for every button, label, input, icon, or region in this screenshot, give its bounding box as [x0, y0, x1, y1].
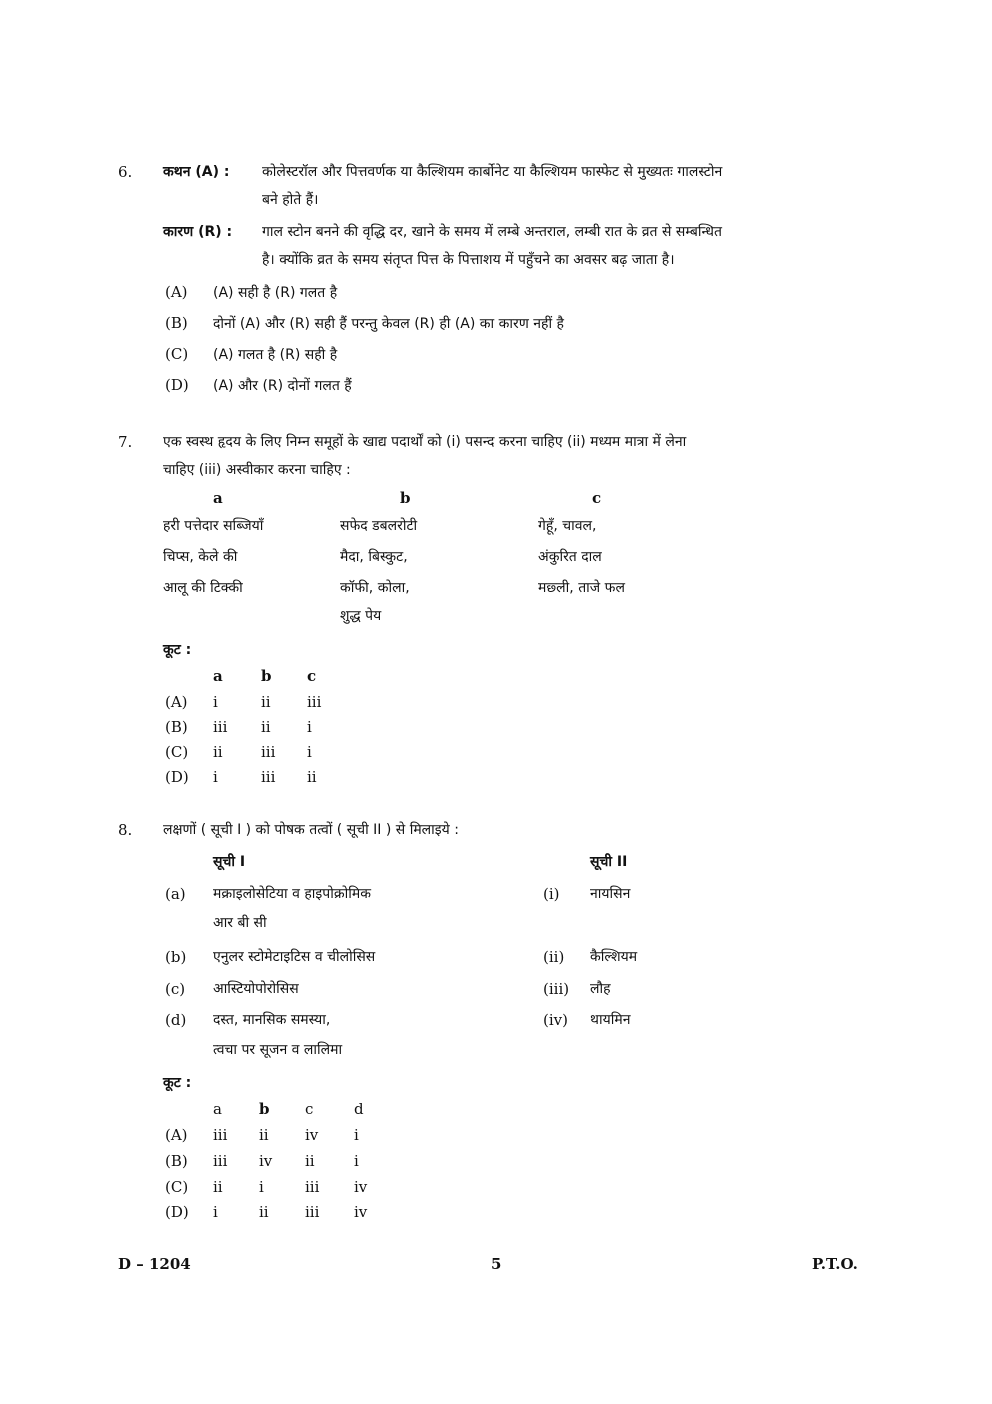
code-head: b: [261, 667, 272, 685]
column-a-item: हरी पत्तेदार सब्जियाँ: [163, 518, 264, 534]
code-label: कूट :: [163, 1075, 192, 1091]
column-a-item: आलू की टिक्की: [163, 580, 243, 596]
code-value: iv: [259, 1152, 273, 1170]
list-1-letter: (d): [165, 1011, 187, 1029]
assertion-text: कोलेस्टरॉल और पित्तवर्णक या कैल्शियम कार्बोनेट या कैल्शियम फास्फेट से मुख्यतः गालस्टोन: [262, 164, 723, 180]
option-text: (A) गलत है (R) सही है: [213, 347, 338, 363]
option-letter: (A): [165, 283, 188, 301]
code-value: ii: [213, 743, 223, 761]
list-1-item: एनुलर स्टोमेटाइटिस व चीलोसिस: [213, 949, 376, 965]
code-head: c: [307, 667, 317, 685]
column-head: a: [213, 489, 223, 507]
assertion-label: कथन (A) :: [163, 164, 230, 180]
list-1-item: आस्टियोपोरोसिस: [213, 981, 299, 997]
list-2-item: थायमिन: [590, 1012, 631, 1028]
question-number: 7.: [118, 433, 133, 451]
list-2-item: नायसिन: [590, 886, 631, 902]
code-value: iii: [307, 693, 322, 711]
code-label: कूट :: [163, 642, 192, 658]
list-2-item: कैल्शियम: [590, 949, 638, 965]
code-option-letter: (C): [165, 1178, 189, 1196]
code-head: a: [213, 1100, 222, 1118]
column-head: c: [592, 489, 602, 507]
code-value: i: [213, 1203, 218, 1221]
reason-text: गाल स्टोन बनने की वृद्धि दर, खाने के समय में लम्बे अन्तराल, लम्बी रात के व्रत से सम्बन्धित: [262, 224, 722, 240]
column-b-item: कॉफी, कोला,: [340, 580, 410, 596]
code-value: i: [354, 1152, 359, 1170]
column-b-item: शुद्ध पेय: [340, 608, 382, 624]
code-option-letter: (B): [165, 1152, 188, 1170]
question-stem: एक स्वस्थ हृदय के लिए निम्न समूहों के खाद्य पदार्थों को (i) पसन्द करना चाहिए (ii) मध्यम मात्रा में लेना: [163, 434, 687, 450]
option-text: दोनों (A) और (R) सही हैं परन्तु केवल (R) ही (A) का कारण नहीं है: [213, 316, 564, 332]
list-2-heading: सूची II: [590, 854, 628, 870]
code-value: iv: [354, 1178, 368, 1196]
code-value: iii: [213, 718, 228, 736]
code-value: i: [213, 768, 218, 786]
please-turn-over: P.T.O.: [812, 1255, 858, 1273]
question-number: 8.: [118, 821, 133, 839]
question-stem: चाहिए (iii) अस्वीकार करना चाहिए :: [163, 462, 351, 478]
code-head: b: [259, 1100, 270, 1118]
list-2-letter: (i): [543, 885, 560, 903]
assertion-text: बने होते हैं।: [262, 192, 319, 208]
reason-label: कारण (R) :: [163, 224, 233, 240]
code-option-letter: (D): [165, 768, 189, 786]
code-option-letter: (A): [165, 693, 188, 711]
code-option-letter: (B): [165, 718, 188, 736]
code-value: ii: [307, 768, 317, 786]
code-value: ii: [261, 718, 271, 736]
code-option-letter: (A): [165, 1126, 188, 1144]
code-value: i: [354, 1126, 359, 1144]
code-value: i: [307, 743, 312, 761]
option-letter: (D): [165, 376, 189, 394]
page-number: 5: [491, 1255, 502, 1273]
code-value: i: [307, 718, 312, 736]
code-head: c: [305, 1100, 314, 1118]
list-1-heading: सूची I: [213, 854, 246, 870]
list-1-item: मक्राइलोसेटिया व हाइपोक्रोमिक: [213, 886, 371, 902]
code-option-letter: (C): [165, 743, 189, 761]
code-head: d: [354, 1100, 364, 1118]
column-c-item: मछ्ली, ताजे फल: [538, 580, 625, 596]
list-2-letter: (iii): [543, 980, 570, 998]
code-value: iii: [261, 768, 276, 786]
code-value: i: [213, 693, 218, 711]
list-1-letter: (a): [165, 885, 186, 903]
option-letter: (B): [165, 314, 188, 332]
question-stem: लक्षणों ( सूची I ) को पोषक तत्वों ( सूची II ) से मिलाइये :: [163, 822, 459, 838]
column-b-item: मैदा, बिस्कुट,: [340, 549, 408, 565]
list-2-letter: (iv): [543, 1011, 568, 1029]
code-value: iv: [305, 1126, 319, 1144]
column-a-item: चिप्स, केले की: [163, 549, 238, 565]
list-1-item: आर बी सी: [213, 915, 267, 931]
code-value: iii: [213, 1152, 228, 1170]
column-c-item: अंकुरित दाल: [538, 549, 602, 565]
code-value: ii: [259, 1126, 269, 1144]
code-option-letter: (D): [165, 1203, 189, 1221]
code-value: iii: [261, 743, 276, 761]
column-head: b: [400, 489, 411, 507]
reason-text: है। क्योंकि व्रत के समय संतृप्त पित्त के पित्ताशय में पहुँचने का अवसर बढ़ जाता है।: [262, 252, 675, 268]
paper-code: D – 1204: [118, 1255, 191, 1273]
code-value: iii: [305, 1203, 320, 1221]
list-1-letter: (b): [165, 948, 187, 966]
list-2-letter: (ii): [543, 948, 565, 966]
option-letter: (C): [165, 345, 189, 363]
code-value: iii: [305, 1178, 320, 1196]
code-value: ii: [305, 1152, 315, 1170]
option-text: (A) और (R) दोनों गलत हैं: [213, 378, 352, 394]
list-1-letter: (c): [165, 980, 186, 998]
option-text: (A) सही है (R) गलत है: [213, 285, 338, 301]
code-value: iv: [354, 1203, 368, 1221]
code-value: ii: [213, 1178, 223, 1196]
list-1-item: दस्त, मानसिक समस्या,: [213, 1012, 331, 1028]
code-head: a: [213, 667, 223, 685]
list-1-item: त्वचा पर सूजन व लालिमा: [213, 1042, 343, 1058]
question-number: 6.: [118, 163, 133, 181]
list-2-item: लौह: [590, 981, 611, 997]
column-b-item: सफेद डबलरोटी: [340, 518, 418, 534]
code-value: ii: [261, 693, 271, 711]
code-value: ii: [259, 1203, 269, 1221]
code-value: iii: [213, 1126, 228, 1144]
code-value: i: [259, 1178, 264, 1196]
column-c-item: गेहूँ, चावल,: [538, 518, 597, 534]
